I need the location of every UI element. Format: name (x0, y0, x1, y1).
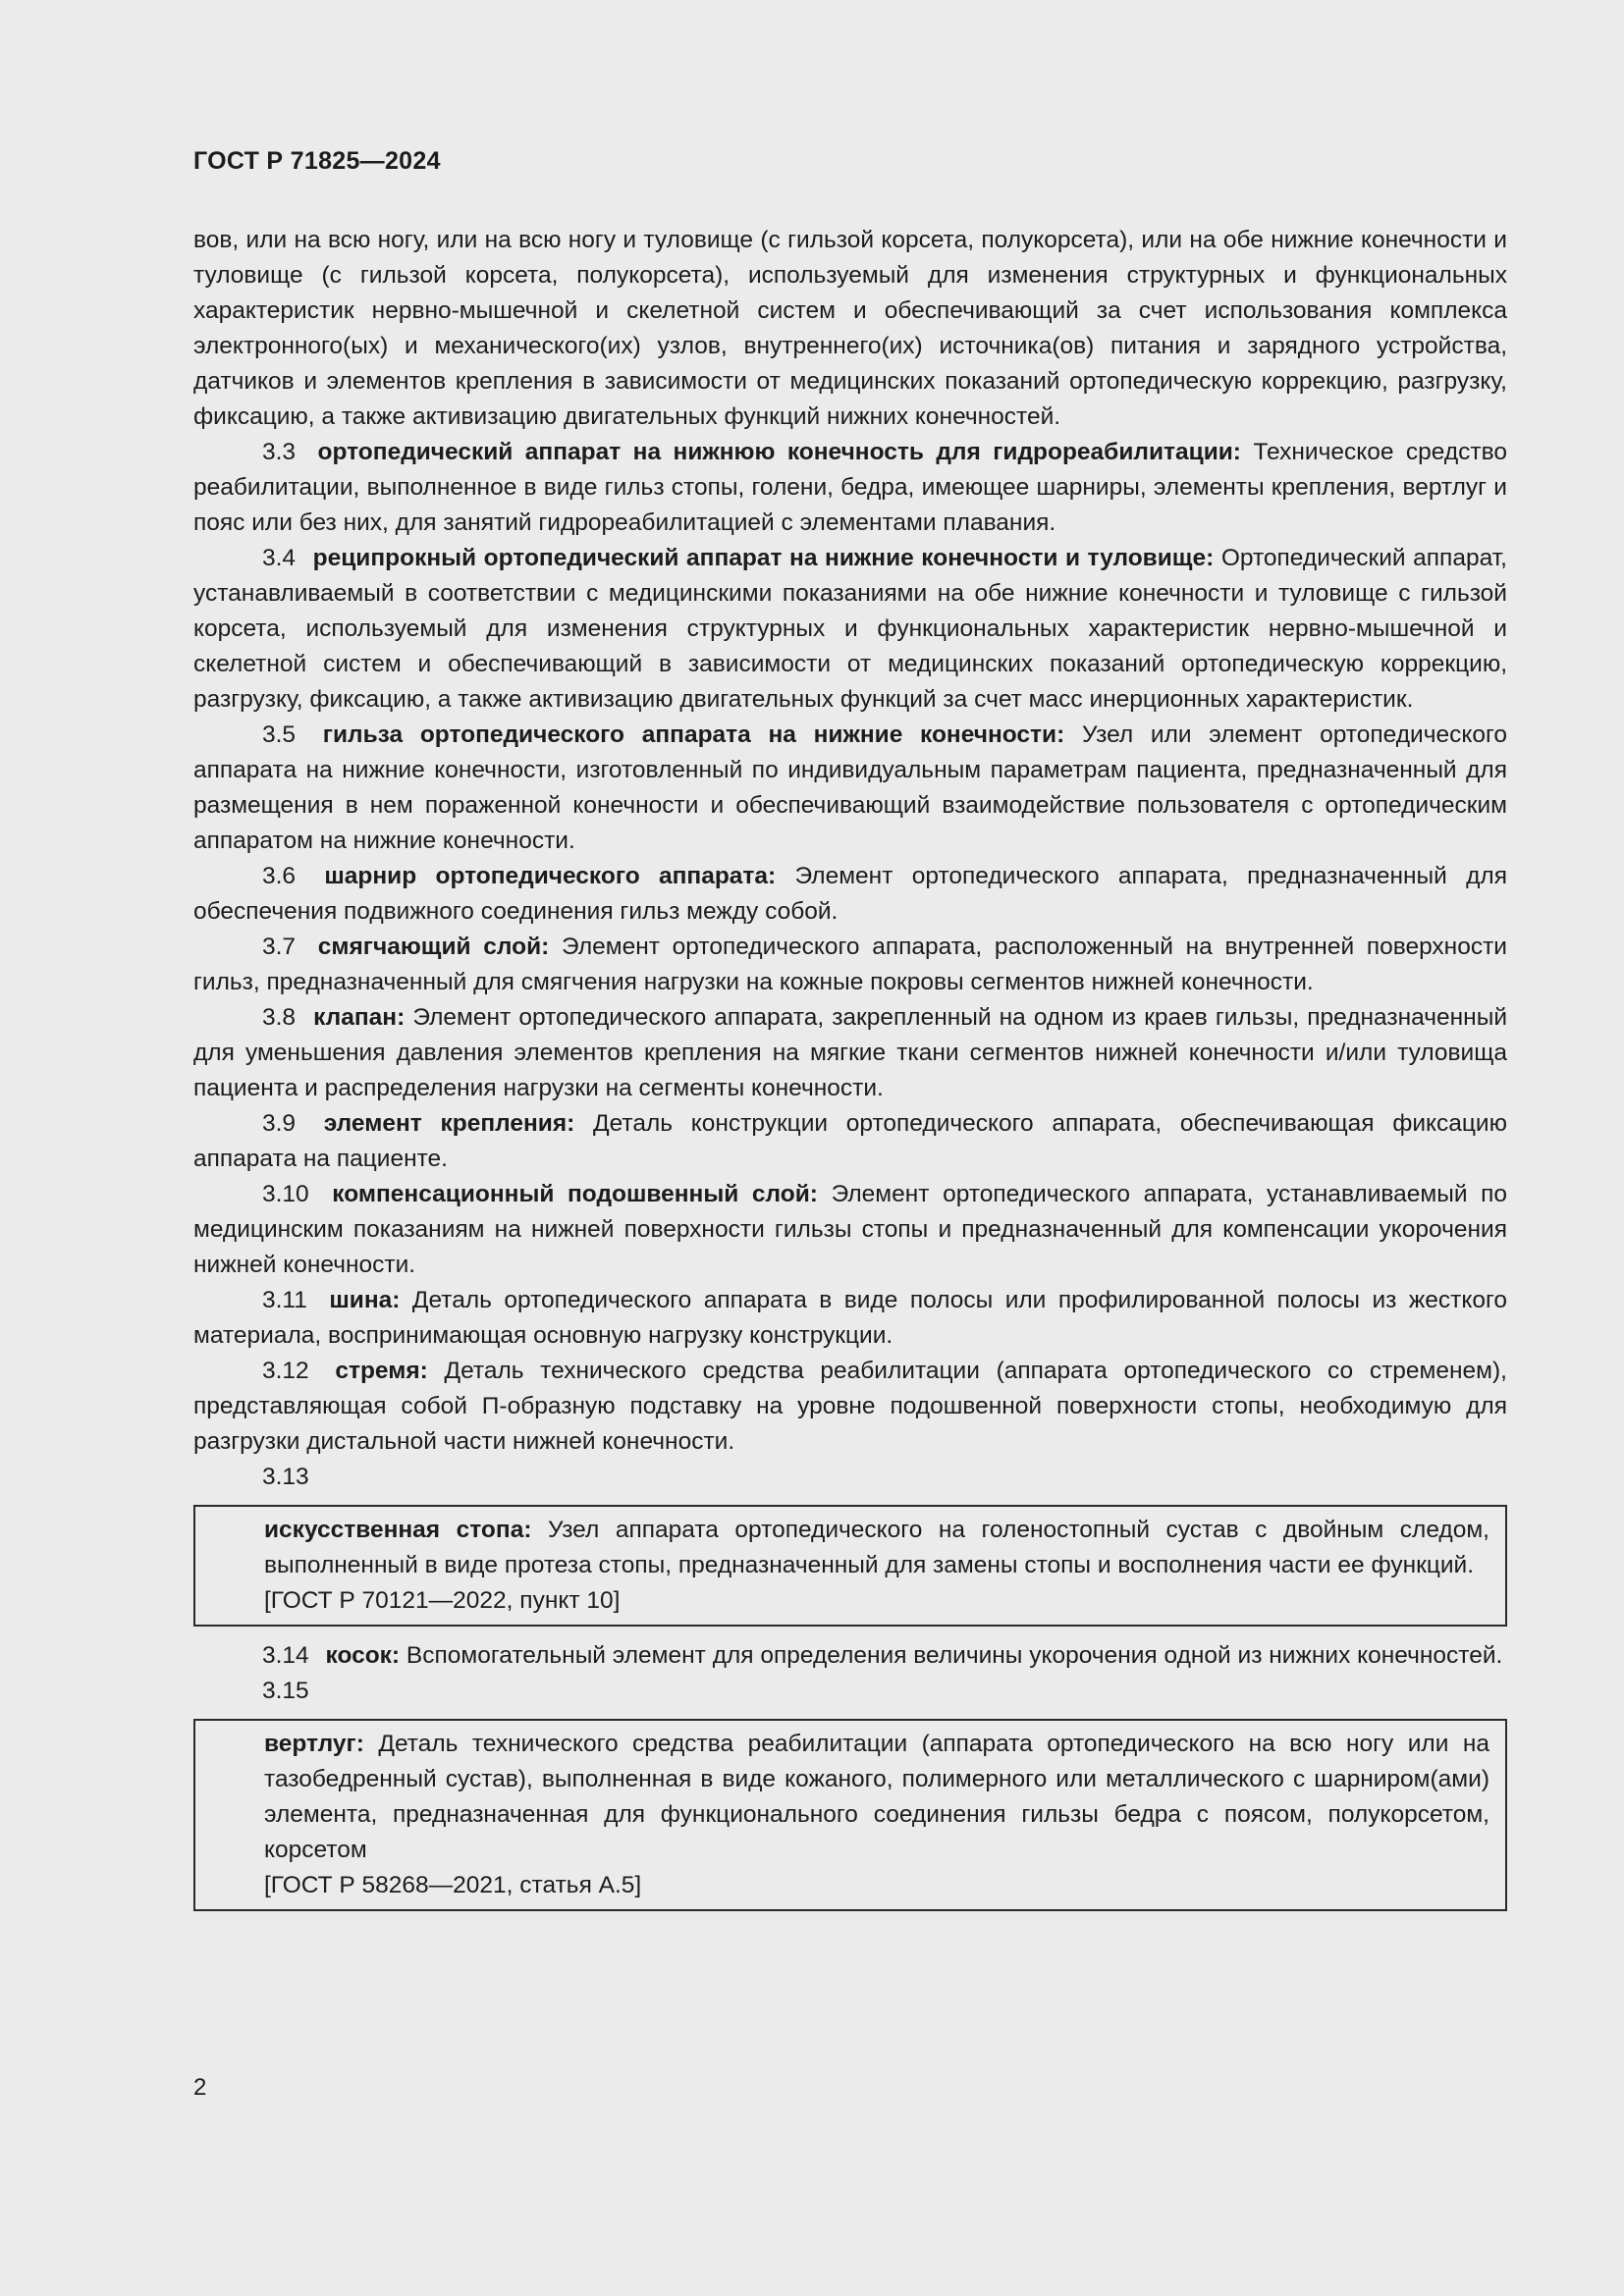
term-name: элемент крепления: (323, 1110, 575, 1137)
term-number: 3.5 (262, 721, 297, 748)
term-definition: Элемент ортопедического аппарата, закрепленный на одном из краев гильзы, предназначенный для уменьшения давления элементов крепления на мягкие ткани сегментов нижней конечности и/или туловища пациента и распределения нагрузки на сегменты конечности. (193, 1004, 1508, 1101)
term-number-3-13: 3.13 (262, 1464, 309, 1490)
term-definition: Узел или элемент ортопедического аппарата на нижние конечности, изготовленный по индивидуальным параметрам пациента, предназначенный для размещения в нем пораженной конечности и обеспечивающий взаимодействие пользователя с ортопедическим аппаратом на нижние конечности. (193, 721, 1507, 854)
term-definition: Вспомогательный элемент для определения величины укорочения одной из нижних конечностей. (406, 1642, 1503, 1669)
term-number: 3.12 (262, 1358, 309, 1384)
term-number: 3.9 (262, 1110, 297, 1137)
term-name: шина: (329, 1287, 401, 1313)
term-entry-3-5 (193, 718, 1507, 859)
term-source-reference: [ГОСТ Р 70121—2022, пункт 10] (264, 1587, 621, 1614)
term-box-3-15 (193, 1719, 1507, 1911)
term-number: 3.11 (262, 1287, 307, 1313)
term-entry-3-12 (193, 1354, 1507, 1460)
term-definition: Техническое средство реабилитации, выполненное в виде гильз стопы, голени, бедра, имеющее шарниры, элементы крепления, вертлуг и пояс или без них, для занятий гидрореабилитацией с элементами плавания. (193, 439, 1508, 536)
term-name: шарнир ортопедического аппарата: (324, 863, 777, 889)
term-name: искусственная стопа: (264, 1517, 532, 1543)
term-entry-3-6 (193, 859, 1507, 930)
term-number: 3.10 (262, 1181, 309, 1207)
term-entry-3-8 (193, 1000, 1507, 1106)
page-number: 2 (193, 2074, 207, 2101)
term-entry-3-10 (193, 1177, 1507, 1283)
term-name: смягчающий слой: (317, 934, 550, 960)
term-name: ортопедический аппарат на нижнюю конечность для гидрореабилитации: (317, 439, 1241, 465)
term-name: стремя: (335, 1358, 428, 1384)
term-entry-3-9 (193, 1106, 1507, 1177)
term-number: 3.7 (262, 934, 297, 960)
document-code-header: ГОСТ Р 71825—2024 (193, 147, 441, 175)
term-number: 3.3 (262, 439, 297, 465)
term-name: клапан: (313, 1004, 406, 1031)
term-entry-3-3 (193, 435, 1507, 541)
term-box-3-13 (193, 1505, 1507, 1627)
term-definition: Элемент ортопедического аппарата, предназначенный для обеспечения подвижного соединения гильз между собой. (193, 863, 1507, 925)
document-body (193, 223, 1507, 1923)
continuation-paragraph: вов, или на всю ногу, или на всю ногу и туловище (с гильзой корсета, полукорсета), или на обе нижние конечности и туловище (с гильзой корсета, полукорсета), используемый для изменения структурных и функциональных характеристик нервно-мышечной и скелетной систем и обеспечивающий за счет использования комплекса электронного(ых) и механического(их) узлов, внутреннего(их) источника(ов) питания и зарядного устройства, датчиков и элементов крепления в зависимости от медицинских показаний ортопедическую коррекцию, разгрузку, фиксацию, а также активизацию двигательных функций нижних конечностей. (193, 227, 1507, 430)
term-definition: Элемент ортопедического аппарата, расположенный на внутренней поверхности гильз, предназначенный для смягчения нагрузки на кожные покровы сегментов нижней конечности. (193, 934, 1507, 995)
term-number: 3.6 (262, 863, 297, 889)
term-entry-3-4 (193, 541, 1507, 718)
term-entry-3-14 (193, 1638, 1507, 1674)
term-entry-3-7 (193, 930, 1507, 1000)
term-definition: Деталь ортопедического аппарата в виде полосы или профилированной полосы из жесткого материала, воспринимающая основную нагрузку конструкции. (193, 1287, 1507, 1349)
term-definition: Деталь конструкции ортопедического аппарата, обеспечивающая фиксацию аппарата на пациенте. (193, 1110, 1507, 1172)
term-name: компенсационный подошвенный слой: (332, 1181, 818, 1207)
term-number: 3.14 (262, 1642, 309, 1669)
term-definition: Элемент ортопедического аппарата, устанавливаемый по медицинским показаниям на нижней поверхности гильзы стопы и предназначенный для компенсации укорочения нижней конечности. (193, 1181, 1508, 1278)
term-definition: Узел аппарата ортопедического на голеностопный сустав с двойным следом, выполненный в виде протеза стопы, предназначенный для замены стопы и восполнения части ее функций. (264, 1517, 1489, 1578)
term-definition: Деталь технического средства реабилитации (аппарата ортопедического на всю ногу или на тазобедренный сустав), выполненная в виде кожаного, полимерного или металлического с шарниром(ами) элемента, предназначенная для функционального соединения гильзы бедра с поясом, полукорсетом, корсетом (264, 1731, 1489, 1863)
term-name: косок: (325, 1642, 401, 1669)
term-definition: Деталь технического средства реабилитации (аппарата ортопедического со стременем), представляющая собой П-образную подставку на уровне подошвенной поверхности стопы, необходимую для разгрузки дистальной части нижней конечности. (193, 1358, 1507, 1455)
term-number: 3.8 (262, 1004, 297, 1031)
term-definition: Ортопедический аппарат, устанавливаемый в соответствии с медицинскими показаниями на обе нижние конечности и туловище с гильзой корсета, используемый для изменения структурных и функциональных характеристик нервно-мышечной и скелетной систем и обеспечивающий в зависимости от медицинских показаний ортопедическую коррекцию, разгрузку, фиксацию, а также активизацию двигательных функций за счет масс инерционных характеристик. (193, 545, 1507, 713)
term-number-3-15: 3.15 (262, 1678, 309, 1704)
term-name: реципрокный ортопедический аппарат на нижние конечности и туловище: (312, 545, 1215, 571)
boxed-term-text (264, 1727, 1489, 1868)
term-name: гильза ортопедического аппарата на нижние конечности: (322, 721, 1065, 748)
term-entry-3-11 (193, 1283, 1507, 1354)
boxed-term-text (264, 1513, 1489, 1583)
term-number: 3.4 (262, 545, 297, 571)
term-source-reference: [ГОСТ Р 58268—2021, статья А.5] (264, 1872, 642, 1898)
term-name: вертлуг: (264, 1731, 364, 1757)
